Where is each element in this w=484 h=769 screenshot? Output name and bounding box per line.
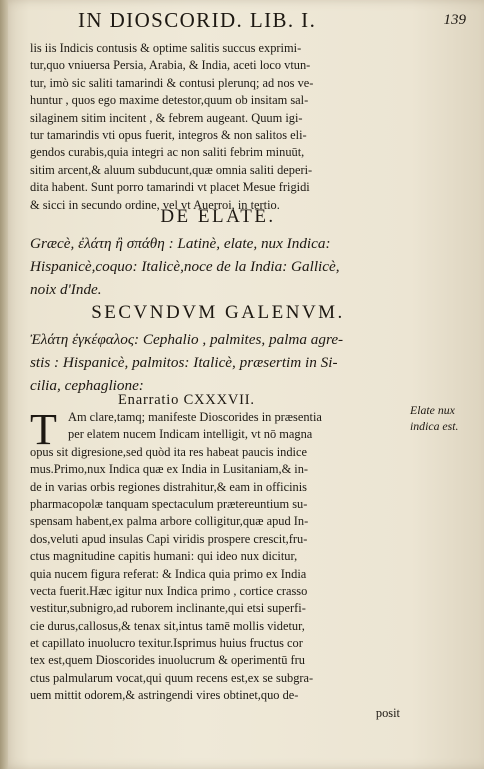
text-line: de in varias orbis regiones distrahitur,& eam in officinis <box>30 479 307 494</box>
text-line: vecta fuerit.Hæc igitur nux Indica primo , cortice crasso <box>30 583 308 598</box>
text-line: dita habent. Sunt porro tamarindi vt placet Mesue frigidi <box>30 180 310 195</box>
synonym-line: noix d'Inde. <box>30 281 102 298</box>
commentary-paragraph <box>30 405 406 722</box>
synonym-line: Hispanicè,coquo: Italicè,noce de la India: Gallicè, <box>30 258 340 275</box>
text-line: silaginem sitim incitent , & febrem augeant. Quum igi- <box>30 110 303 125</box>
galen-line: stis : Hispanicè, palmitos: Italicè, præsertim in Si- <box>30 354 338 371</box>
text-line: ctus palmularum vocat,qui quum recens est,ex se subgra- <box>30 670 314 685</box>
text-line: per elatem nucem Indicam intelligit, vt nō magna <box>68 427 313 442</box>
marginal-note <box>410 402 476 434</box>
text-line: mus.Primo,nux Indica quæ ex India in Lusitaniam,& in- <box>30 462 309 477</box>
text-line: uem mittit odorem,& astringendi vires obtinet,quo de- <box>30 688 299 703</box>
text-line: tur tamarindis vti opus fuerit, integros & non salitos eli- <box>30 127 307 142</box>
text-line: et capillato inuolucro texitur.Isprimus huius fructus cor <box>30 636 303 651</box>
text-line: tex est,quem Dioscorides inuolucrum & operimentū fru <box>30 653 305 668</box>
text-line: tur, imò sic saliti tamarindi & contusi plerunq; ad nos ve- <box>30 75 314 90</box>
section-heading: DE ELATE. <box>160 206 276 227</box>
drop-cap: T <box>30 405 57 454</box>
text-line: Am clare,tamq; manifeste Dioscorides in præsentia <box>68 410 322 424</box>
enarratio-heading: Enarratio CXXXVII. <box>118 392 255 408</box>
text-line: dos,veluti apud insulas Capi viridis prospere crescit,fru- <box>30 531 308 546</box>
book-spine-shadow <box>0 0 8 769</box>
text-line: tur,quo vniuersa Persia, Arabia, & India, aceti loco vtun- <box>30 58 311 73</box>
text-line: ctus magnitudine capitis humani: qui ideo nux dicitur, <box>30 549 298 564</box>
text-line: huntur , quos ego maxime detestor,quum ob insitam sal- <box>30 93 309 108</box>
text-line: pharmacopolæ tanquam spectaculum prætereuntium su- <box>30 496 308 511</box>
text-line: gendos curabis,quia integri ac non saliti febrim minuūt, <box>30 145 305 160</box>
text-line: lis iis Indicis contusis & optime salitis succus exprimi- <box>30 41 302 55</box>
marginal-note-line: Elate nux <box>410 403 455 417</box>
marginal-note-line: indica est. <box>410 419 459 433</box>
text-line: vestitur,subnigro,ad ruborem inclinante,qui etsi superfi- <box>30 601 306 616</box>
text-line: sitim arcent,& aluum subducunt,quæ omnia saliti deperi- <box>30 162 313 177</box>
text-line: spensam habent,ex palma arbore colligitur,quæ apud In- <box>30 514 309 529</box>
galen-line: Ἐλάτη ἐγκέφαλος: Cephalio , palmites, palma agre- <box>30 331 344 348</box>
continued-paragraph <box>30 40 406 214</box>
text-line: & sicci in secundo ordine, vel vt Auerroi, in tertio. <box>30 197 280 212</box>
galen-line: cilia, cephaglione: <box>30 377 144 394</box>
text-line: quia nucem figura referat: & Indica quia primo ex India <box>30 566 307 581</box>
text-line: cie durus,callosus,& tenax sit,intus tamē mollis videtur, <box>30 618 305 633</box>
page-number: 139 <box>443 12 466 28</box>
synonym-line: Græcè, ἐλάτη ἢ σπάθη : Latinè, elate, nux Indica: <box>30 235 331 252</box>
running-title: IN DIOSCORID. LIB. I. <box>78 8 317 32</box>
text-line: opus sit digresione,sed quòd ita res habeat paucis indice <box>30 444 307 459</box>
catchword: posit <box>375 705 400 720</box>
subsection-heading: SECVNDVM GALENVM. <box>91 302 345 323</box>
text-block <box>30 40 406 720</box>
running-head <box>78 8 468 34</box>
